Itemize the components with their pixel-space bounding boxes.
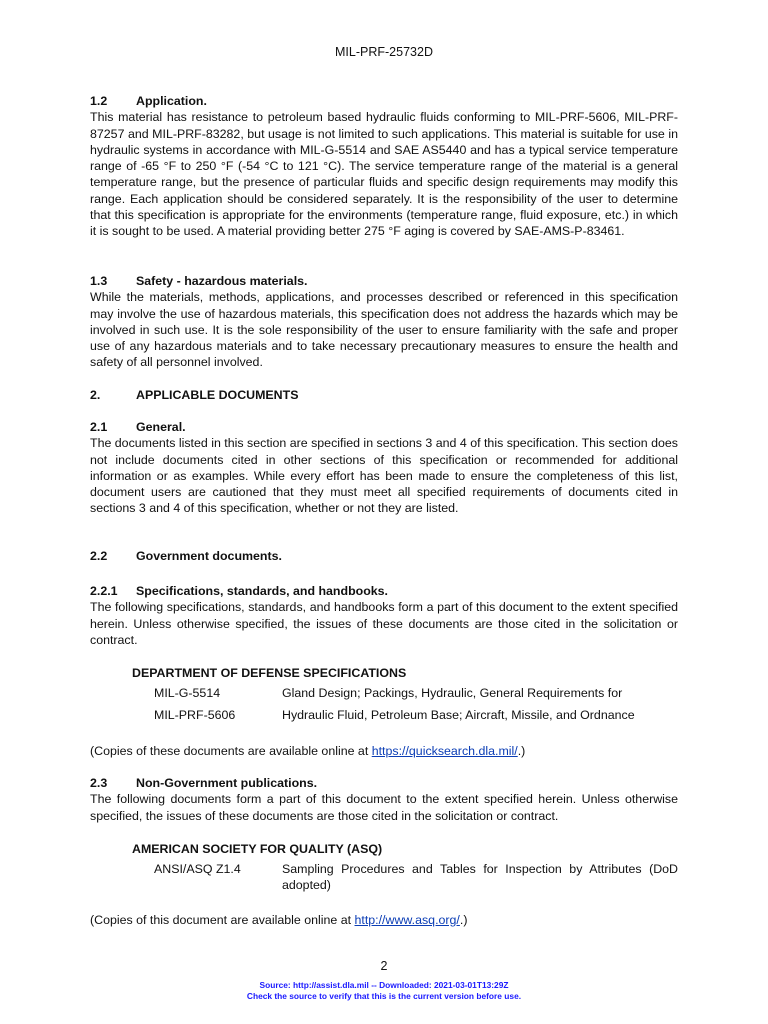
document-header: MIL-PRF-25732D (335, 45, 433, 59)
section-title: Application. (136, 94, 207, 108)
reference-description: Hydraulic Fluid, Petroleum Base; Aircraft, Missile, and Ordnance (282, 707, 635, 722)
footer-notice: Check the source to verify that this is the current version before use. (246, 991, 522, 1001)
section-text: The following specifications, standards, and handbooks form a part of this document to the extent specified herein. Unless otherwise specified, the issues of these documents are those cited in the solicitation or contract. (90, 600, 678, 647)
reference-row (90, 861, 678, 894)
section-2-1 (90, 419, 678, 517)
quicksearch-link[interactable]: https://quicksearch.dla.mil/ (371, 744, 518, 759)
reference-id: ANSI/ASQ Z1.4 (154, 862, 241, 877)
section-text: The following documents form a part of this document to the extent specified herein. Unless otherwise specified, the issues of these documents are those cited in the solicitation or contract. (90, 792, 678, 823)
copies-note-end: .) (459, 912, 468, 927)
reference-row (90, 707, 678, 723)
copies-note-text: (Copies of these documents are available online at (90, 744, 372, 759)
reference-id: MIL-G-5514 (154, 686, 221, 701)
section-number: 2.3 (90, 776, 108, 790)
section-2-2 (90, 548, 678, 564)
section-number: 2.1 (90, 420, 108, 434)
section-2 (90, 387, 678, 403)
reference-description: Gland Design; Packings, Hydraulic, General Requirements for (282, 686, 623, 701)
reference-description: Sampling Procedures and Tables for Inspection by Attributes (DoD adopted) (282, 862, 678, 893)
reference-group-title: DEPARTMENT OF DEFENSE SPECIFICATIONS (132, 666, 407, 681)
copies-note (90, 743, 678, 759)
page-number: 2 (380, 959, 388, 973)
section-heading (90, 93, 678, 109)
reference-group-title: AMERICAN SOCIETY FOR QUALITY (ASQ) (132, 841, 383, 856)
section-title: Safety - hazardous materials. (136, 274, 308, 288)
reference-row (90, 685, 678, 701)
copies-note-end: .) (517, 744, 526, 759)
section-heading (90, 387, 678, 403)
section-number: 1.2 (90, 94, 108, 108)
section-2-3 (90, 775, 678, 928)
section-1-3 (90, 273, 678, 371)
section-title: General. (136, 420, 186, 434)
section-title: APPLICABLE DOCUMENTS (136, 388, 299, 402)
section-heading (90, 419, 678, 435)
section-heading (90, 273, 678, 289)
section-1-2 (90, 93, 678, 240)
section-title: Non-Government publications. (136, 776, 318, 790)
section-heading (90, 548, 678, 564)
section-heading (90, 775, 678, 791)
copies-note (90, 912, 678, 928)
section-2-2-1 (90, 583, 678, 759)
section-number: 1.3 (90, 274, 108, 288)
copies-note-text: (Copies of this document are available online at (90, 912, 355, 927)
section-number: 2.2 (90, 549, 108, 563)
asq-link[interactable]: http://www.asq.org/ (354, 912, 460, 927)
reference-list (90, 685, 678, 723)
reference-list (90, 861, 678, 894)
footer-source: Source: http://assist.dla.mil -- Downloaded: 2021-03-01T13:29Z (259, 980, 509, 990)
section-text: The documents listed in this section are specified in sections 3 and 4 of this specification. This section does not include documents cited in other sections of this specification or recommended for additional information or as examples. While every effort has been made to ensure the completeness of this list, document users are cautioned that they must meet all specified requirements of documents cited in sections 3 and 4 of this specification, whether or not they are listed. (90, 436, 678, 516)
section-title: Specifications, standards, and handbooks. (136, 584, 388, 598)
section-number: 2. (90, 388, 101, 402)
section-text: This material has resistance to petroleum based hydraulic fluids conforming to MIL-PRF-5606, MIL-PRF-87257 and MIL-PRF-83282, but usage is not limited to such applications. This material is suitable for use in hydraulic systems in accordance with MIL-G-5514 and SAE AS5440 and has a typical service temperature range of -65 °F to 250 °F (-54 °C to 121 °C). The service temperature range of the material is a general temperature range, but the presence of particular fluids and specific design requirements may modify this range. Each application should be considered separately. It is the responsibility of the user to determine that this specification is appropriate for the environments (temperature range, fluid exposure, etc.) in which it is sought to be used. A material providing better 275 °F aging is covered by SAE-AMS-P-83461. (90, 110, 678, 239)
section-number: 2.2.1 (90, 584, 118, 598)
section-text: While the materials, methods, applications, and processes described or referenced in this specification may involve the use of hazardous materials, this specification does not address the hazards which may be involved in such use. It is the sole responsibility of the user to ensure familiarity with the safe and proper use of any hazardous materials and to take necessary precautionary measures to ensure the health and safety of all personnel involved. (90, 290, 678, 370)
reference-id: MIL-PRF-5606 (154, 707, 236, 722)
section-title: Government documents. (136, 549, 282, 563)
section-heading (90, 583, 678, 599)
